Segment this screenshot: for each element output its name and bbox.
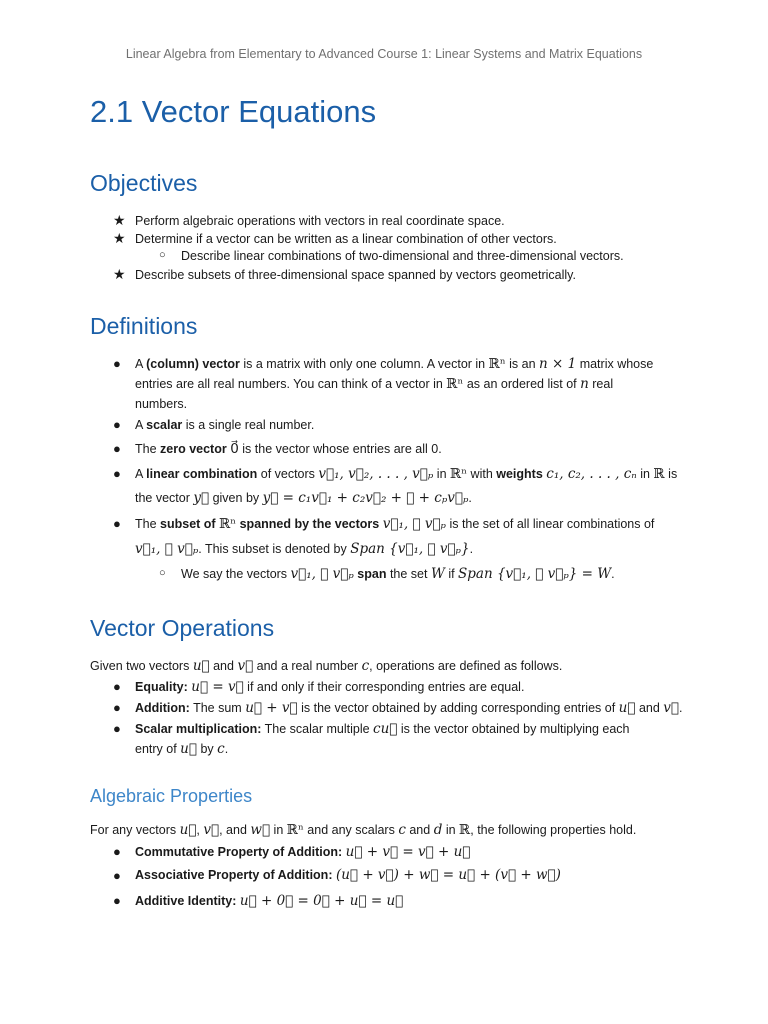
property-additive-identity: Additive Identity: u⃗ + 0⃗ = 0⃗ + u⃗ = u⃗: [135, 893, 404, 909]
dot-bullet: ●: [113, 466, 121, 481]
definition-linear-combination-line1: A linear combination of vectors v⃗₁, v⃗₂, . . . , v⃗ₚ in ℝⁿ with weights c₁, c₂, . . . , cₙ in ℝ is: [135, 466, 678, 482]
term-linear-combination: linear combination: [146, 467, 258, 481]
term-subset: subset of: [160, 517, 216, 531]
dot-bullet: ●: [113, 356, 121, 371]
algebraic-properties-intro: For any vectors u⃗, v⃗, and w⃗ in ℝⁿ and any scalars c and d in ℝ, the following properties hold.: [90, 822, 637, 838]
objective-item: Perform algebraic operations with vectors in real coordinate space.: [135, 214, 505, 228]
star-bullet: ★: [113, 266, 126, 282]
term-scalar-multiplication: Scalar multiplication:: [135, 722, 262, 736]
section-title: 2.1 Vector Equations: [90, 94, 377, 129]
term-spanned-by: spanned by the vectors: [239, 517, 380, 531]
star-bullet: ★: [113, 212, 126, 228]
term-additive-identity: Additive Identity:: [135, 894, 237, 908]
operation-scalar-mult-line1: Scalar multiplication: The scalar multiple cu⃗ is the vector obtained by multiplying each: [135, 721, 630, 737]
objectives-heading: Objectives: [90, 170, 198, 196]
term-column-vector: (column) vector: [146, 357, 240, 371]
definition-linear-combination-line2: the vector y⃗ given by y⃗ = c₁v⃗₁ + c₂v⃗₂ + ⋯ + cₚv⃗ₚ.: [135, 490, 472, 506]
term-addition: Addition:: [135, 701, 190, 715]
term-scalar: scalar: [146, 418, 183, 432]
dot-bullet: ●: [113, 844, 121, 859]
term-equality: Equality:: [135, 680, 188, 694]
objective-subitem: Describe linear combinations of two-dimensional and three-dimensional vectors.: [181, 249, 624, 263]
operation-addition: Addition: The sum u⃗ + v⃗ is the vector obtained by adding corresponding entries of u⃗ and v⃗.: [135, 700, 683, 716]
term-commutative: Commutative Property of Addition:: [135, 845, 343, 859]
term-weights: weights: [496, 467, 543, 481]
circle-bullet: ○: [159, 249, 166, 261]
dot-bullet: ●: [113, 893, 121, 908]
dot-bullet: ●: [113, 721, 121, 736]
dot-bullet: ●: [113, 417, 121, 432]
operation-equality: Equality: u⃗ = v⃗ if and only if their corresponding entries are equal.: [135, 679, 525, 695]
term-zero-vector: zero vector: [160, 442, 227, 456]
algebraic-properties-heading: Algebraic Properties: [90, 786, 253, 806]
definition-span-line2: v⃗₁, ⋯ v⃗ₚ. This subset is denoted by Span {v⃗₁, ⋯ v⃗ₚ}.: [135, 541, 474, 557]
operation-scalar-mult-line2: entry of u⃗ by c.: [135, 741, 229, 757]
dot-bullet: ●: [113, 679, 121, 694]
property-associative: Associative Property of Addition: (u⃗ + v⃗) + w⃗ = u⃗ + (v⃗ + w⃗): [135, 867, 561, 883]
star-bullet: ★: [113, 230, 126, 246]
dot-bullet: ●: [113, 868, 121, 883]
circle-bullet: ○: [159, 567, 166, 579]
definition-zero-vector: The zero vector 0⃗ is the vector whose entries are all 0.: [135, 441, 442, 457]
definition-scalar: A scalar is a single real number.: [135, 418, 315, 432]
definition-column-vector-line2: entries are all real numbers. You can think of a vector in ℝⁿ as an ordered list of n real: [135, 376, 614, 392]
term-associative: Associative Property of Addition:: [135, 868, 333, 882]
running-header: Linear Algebra from Elementary to Advanced Course 1: Linear Systems and Matrix Equations: [125, 47, 643, 61]
objective-item: Describe subsets of three-dimensional space spanned by vectors geometrically.: [135, 268, 576, 282]
dot-bullet: ●: [113, 441, 121, 456]
dot-bullet: ●: [113, 516, 121, 531]
vector-operations-intro: Given two vectors u⃗ and v⃗ and a real number c, operations are defined as follows.: [90, 658, 563, 674]
vector-operations-heading: Vector Operations: [90, 615, 275, 641]
objective-item: Determine if a vector can be written as a linear combination of other vectors.: [135, 232, 557, 246]
definitions-heading: Definitions: [90, 313, 198, 339]
definition-column-vector-line3: numbers.: [135, 397, 188, 411]
definition-column-vector-line1: A (column) vector is a matrix with only one column. A vector in ℝⁿ is an n × 1 matrix whose: [135, 356, 654, 372]
definition-span-sub: We say the vectors v⃗₁, ⋯ v⃗ₚ span the set W if Span {v⃗₁, ⋯ v⃗ₚ} = W.: [181, 566, 615, 582]
term-span: span: [357, 567, 387, 581]
dot-bullet: ●: [113, 700, 121, 715]
property-commutative: Commutative Property of Addition: u⃗ + v⃗ = v⃗ + u⃗: [135, 844, 471, 860]
definition-span-line1: The subset of ℝⁿ spanned by the vectors v⃗₁, ⋯ v⃗ₚ is the set of all linear combinations of: [135, 516, 655, 532]
